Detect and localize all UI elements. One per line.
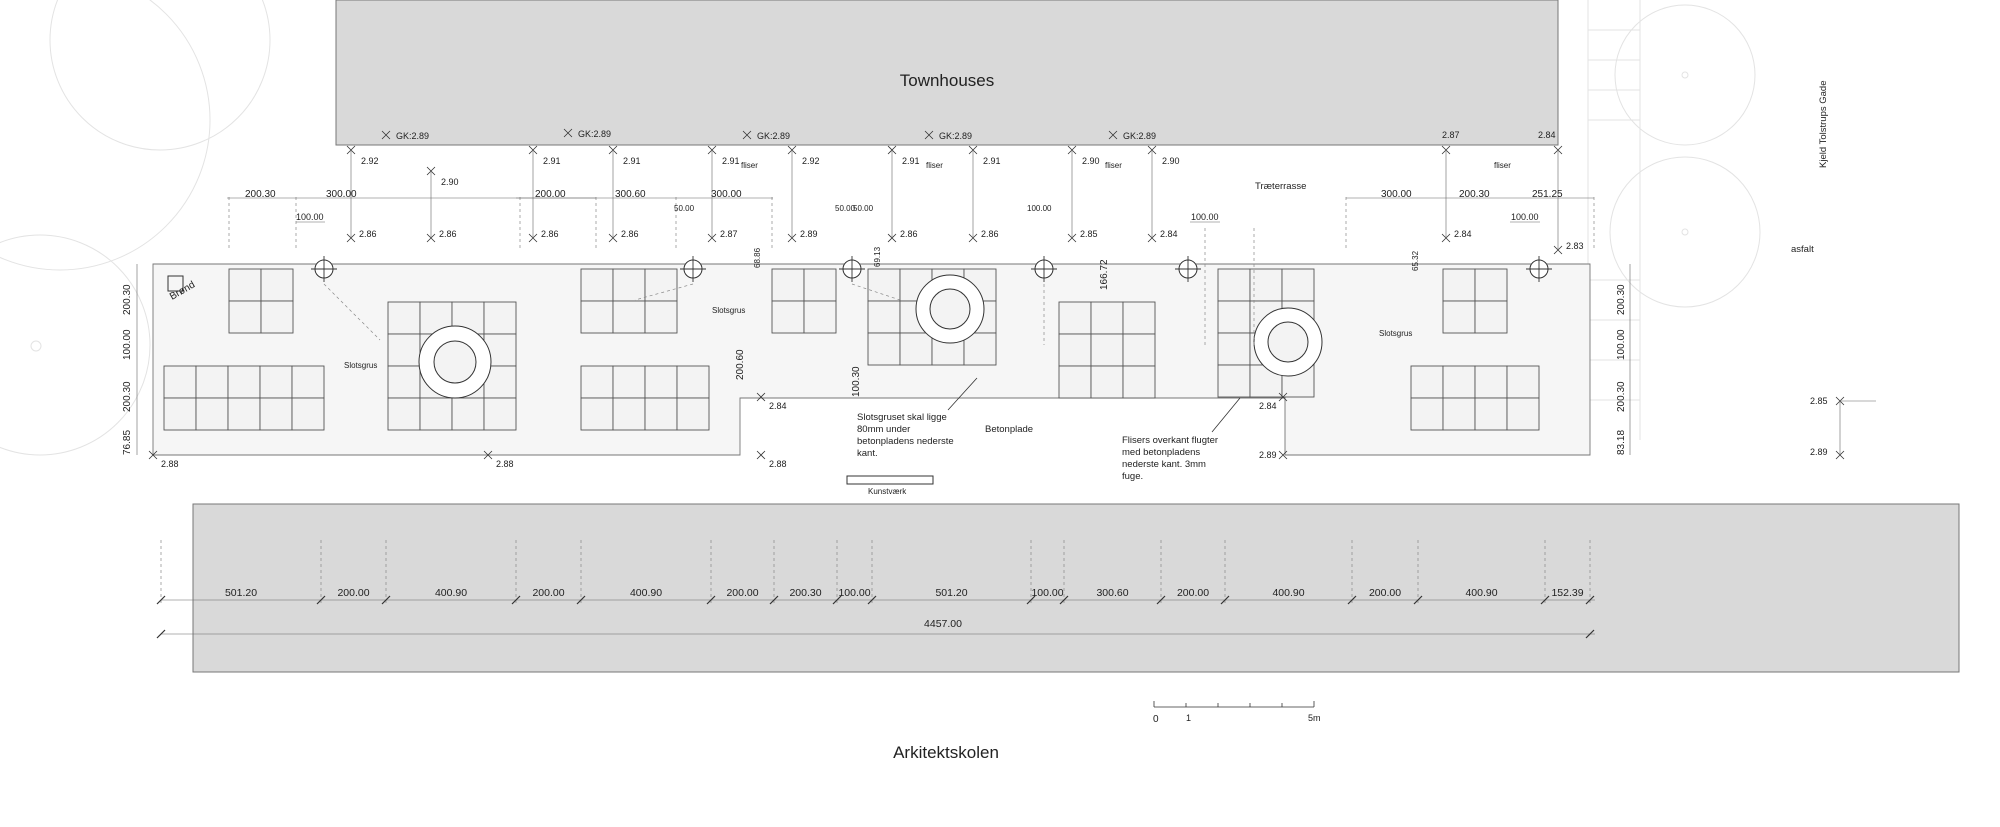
level-value: 2.89 [800, 229, 818, 239]
level-marker [788, 146, 820, 166]
dim-label: 200.00 [1368, 587, 1402, 599]
dim-label: 200.30 [1616, 381, 1627, 412]
level-value: 2.88 [161, 459, 179, 469]
level-value: 2.88 [496, 459, 514, 469]
level-marker [708, 146, 740, 166]
level-marker [1148, 146, 1180, 166]
dim-label: 65.32 [1411, 250, 1420, 271]
level-marker [969, 146, 1001, 166]
fliser-label: fliser [1494, 161, 1511, 170]
paving-tile [164, 398, 196, 430]
dim-label: 200.00 [535, 189, 566, 200]
level-marker [757, 451, 787, 469]
betonplade-label: Betonplade [985, 424, 1034, 435]
level-value: 2.86 [981, 229, 999, 239]
paving-tile [228, 366, 260, 398]
paving-tile [452, 398, 484, 430]
dim-label: 83.18 [1616, 429, 1627, 455]
paving-tile [677, 366, 709, 398]
paving-tile [1250, 269, 1282, 301]
paving-tile [1443, 398, 1475, 430]
dim-label: 69.13 [873, 246, 882, 267]
dim-label: 501.20 [224, 587, 258, 599]
dim-label: 200.60 [735, 349, 746, 380]
brond-label: Brønd [168, 279, 198, 303]
dim-label: 400.90 [434, 587, 468, 599]
level-value: 2.84 [1538, 130, 1556, 140]
gk-level: GK:2.89 [757, 131, 791, 141]
level-value: 2.88 [769, 459, 787, 469]
level-value: 2.91 [902, 156, 920, 166]
level-value: 2.92 [802, 156, 820, 166]
level-marker [888, 229, 918, 242]
note-line: med betonpladens [1122, 447, 1201, 458]
paving-tile [613, 398, 645, 430]
level-marker [1442, 229, 1472, 242]
level-value: 2.91 [543, 156, 561, 166]
scale-label: 5m [1308, 713, 1321, 723]
dim-label: 200.30 [122, 284, 133, 315]
dim-label: 400.90 [1272, 587, 1305, 599]
dim-label: 501.20 [935, 587, 968, 599]
dim-label: 200.30 [1459, 189, 1490, 200]
dim-label: 100.00 [1031, 587, 1064, 599]
planter-ring-inner [930, 289, 970, 329]
level-value: 2.84 [1454, 229, 1472, 239]
dim-label: 300.00 [711, 189, 742, 200]
paving-tile [292, 398, 324, 430]
top-dimensions [227, 189, 1594, 222]
traeterrasse-label: Træterrasse [1255, 181, 1307, 192]
level-value: 2.84 [769, 401, 787, 411]
fliser-label: fliser [741, 161, 758, 170]
paving-tile [1443, 301, 1475, 333]
paving-tile [1443, 269, 1475, 301]
paving-tile [261, 301, 293, 333]
paving-tile [645, 301, 677, 333]
level-marker [1259, 450, 1287, 460]
gk-level: GK:2.89 [578, 129, 612, 139]
paving-tile [420, 398, 452, 430]
dim-label: 200.30 [1616, 284, 1627, 315]
dim-label: 300.60 [1096, 587, 1129, 599]
paving-tile [1282, 269, 1314, 301]
paving-tile [1218, 365, 1250, 397]
level-value: 2.86 [900, 229, 918, 239]
paving-tile [613, 366, 645, 398]
paving-tile [772, 269, 804, 301]
paving-tile [260, 398, 292, 430]
note-line: 80mm under [857, 424, 911, 435]
paving-tile [1218, 333, 1250, 365]
dim-label: 50.00 [853, 204, 874, 213]
level-marker [969, 229, 999, 242]
paving-tile [613, 269, 645, 301]
paving-tile [772, 301, 804, 333]
dim-label: 200.00 [532, 587, 565, 599]
paving-tile [1059, 302, 1091, 334]
dim-label: 200.00 [726, 587, 759, 599]
paving-tile [484, 398, 516, 430]
paving-tile [868, 301, 900, 333]
level-value: 2.89 [1810, 447, 1828, 457]
gk-level: GK:2.89 [939, 131, 973, 141]
level-value: 2.86 [621, 229, 639, 239]
paving-tile [868, 269, 900, 301]
note-line: betonpladens nederste [857, 436, 954, 447]
dim-label: 300.00 [326, 189, 357, 200]
paving-tile [1411, 398, 1443, 430]
paving-tile [1123, 334, 1155, 366]
paving-tile [388, 366, 420, 398]
paving-tile [804, 269, 836, 301]
level-marker [529, 146, 561, 166]
dim-label: 200.00 [1176, 587, 1210, 599]
dim-label: 200.30 [789, 587, 822, 599]
gk-level: GK:2.89 [1123, 131, 1157, 141]
dim-label: 100.00 [122, 329, 133, 360]
dim-label: 100.00 [1616, 329, 1627, 360]
paving-tile [1507, 366, 1539, 398]
level-marker [1810, 396, 1844, 406]
level-value: 2.85 [1810, 396, 1828, 406]
level-marker [609, 229, 639, 242]
slotsgrus-label: Slotsgrus [1379, 329, 1413, 338]
dim-label: 300.00 [1381, 189, 1412, 200]
arkitektskolen-label: Arkitektskolen [893, 743, 999, 762]
paving-tile [1475, 301, 1507, 333]
paving-tile [196, 398, 228, 430]
paving-tile [292, 366, 324, 398]
level-value: 2.91 [722, 156, 740, 166]
slotsgrus-label: Slotsgrus [712, 306, 746, 315]
paving-tile [228, 398, 260, 430]
level-marker [529, 229, 559, 242]
level-value: 2.83 [1566, 241, 1584, 251]
level-marker [1148, 229, 1178, 242]
slotsgrus-label: Slotsgrus [344, 361, 378, 370]
level-marker [609, 146, 641, 166]
paving-tile [645, 398, 677, 430]
scale-label: 0 [1153, 714, 1159, 725]
paving-tile [613, 301, 645, 333]
paving-tile [1218, 269, 1250, 301]
paving-tile [804, 301, 836, 333]
paving-tile [868, 333, 900, 365]
paving-tile [581, 269, 613, 301]
level-value: 2.89 [1259, 450, 1277, 460]
level-value: 2.86 [359, 229, 377, 239]
paving-tile [388, 302, 420, 334]
dim-label: 100.00 [296, 212, 324, 222]
dim-label: 100.00 [1191, 212, 1219, 222]
dim-label: 166.72 [1099, 259, 1110, 290]
paving-tile [1059, 366, 1091, 398]
paving-tile [229, 301, 261, 333]
note-line: kant. [857, 448, 878, 459]
paving-tile [1091, 334, 1123, 366]
level-marker [1068, 229, 1098, 242]
level-value: 2.91 [983, 156, 1001, 166]
level-value: 2.91 [623, 156, 641, 166]
dim-total: 4457.00 [924, 618, 962, 630]
dim-label: 100.30 [851, 366, 862, 397]
level-marker [427, 229, 457, 242]
dim-label: 76.85 [122, 429, 133, 455]
level-value: 2.87 [720, 229, 738, 239]
paving-tile [1218, 301, 1250, 333]
level-value: 2.87 [1442, 130, 1460, 140]
paving-tile [1091, 366, 1123, 398]
level-marker [1068, 146, 1100, 166]
paving-tile [581, 398, 613, 430]
paving-tile [1475, 366, 1507, 398]
level-marker [888, 146, 920, 166]
level-value: 2.90 [441, 177, 459, 187]
paving-tile [677, 398, 709, 430]
dim-label: 152.39 [1551, 587, 1584, 599]
level-value: 2.86 [439, 229, 457, 239]
fliser-label: fliser [926, 161, 943, 170]
dim-label: 50.00 [835, 204, 856, 213]
dim-label: 68.86 [753, 247, 762, 268]
paving-tile [1059, 334, 1091, 366]
level-value: 2.90 [1162, 156, 1180, 166]
dim-label: 200.30 [122, 381, 133, 412]
paving-tile [484, 302, 516, 334]
paving-tile [1091, 302, 1123, 334]
dim-label: 251.25 [1532, 189, 1563, 200]
paving-tile [196, 366, 228, 398]
dim-label: 50.00 [674, 204, 695, 213]
paving-tile [1475, 269, 1507, 301]
paving-tile [1507, 398, 1539, 430]
dim-label: 100.00 [1027, 204, 1052, 213]
street-label: Kjeld Tolstrups Gade [1818, 80, 1829, 168]
scale-label: 1 [1186, 713, 1192, 723]
gk-level: GK:2.89 [396, 131, 430, 141]
townhouses-label: Townhouses [899, 71, 995, 90]
dim-label: 300.60 [615, 189, 646, 200]
paving-tile [229, 269, 261, 301]
level-marker [427, 167, 459, 187]
level-value: 2.85 [1080, 229, 1098, 239]
dim-label: 200.00 [337, 587, 370, 599]
level-value: 2.90 [1082, 156, 1100, 166]
note-line: nederste kant. 3mm [1122, 459, 1206, 470]
level-value: 2.86 [541, 229, 559, 239]
scale-bar [1153, 701, 1321, 725]
planter-ring-inner [1268, 322, 1308, 362]
paving-tile [1411, 366, 1443, 398]
planter-ring-inner [434, 341, 476, 383]
note-line: Flisers overkant flugter [1122, 435, 1219, 446]
paving-tile [581, 301, 613, 333]
fliser-note [1122, 398, 1240, 482]
dim-label: 100.00 [838, 587, 871, 599]
level-value: 2.84 [1160, 229, 1178, 239]
dim-label: 400.90 [629, 587, 663, 599]
note-line: Slotsgruset skal ligge [857, 412, 947, 423]
level-marker [347, 229, 377, 242]
dim-label: 100.00 [1511, 212, 1539, 222]
level-value: 2.84 [1259, 401, 1277, 411]
paving-tile [164, 366, 196, 398]
paving-tile [1475, 398, 1507, 430]
level-marker [1810, 447, 1844, 459]
kunstvaerk-label: Kunstværk [868, 487, 907, 496]
level-value: 2.92 [361, 156, 379, 166]
paving-tile [260, 366, 292, 398]
dim-label: 200.30 [245, 189, 276, 200]
paving-tile [388, 398, 420, 430]
note-line: fuge. [1122, 471, 1144, 482]
paving-tile [1443, 366, 1475, 398]
dim-label: 400.90 [1465, 587, 1498, 599]
paving-tile [261, 269, 293, 301]
level-marker [347, 146, 379, 166]
fliser-label: fliser [1105, 161, 1122, 170]
level-marker [788, 229, 818, 242]
paving-tile [581, 366, 613, 398]
paving-tile [1123, 302, 1155, 334]
asfalt-label: asfalt [1791, 244, 1814, 255]
level-marker [1554, 241, 1584, 254]
paving-tile [388, 334, 420, 366]
kunstvaerk-object [847, 476, 933, 484]
paving-tile [900, 333, 932, 365]
paving-tile [1123, 366, 1155, 398]
level-marker [708, 229, 738, 242]
paving-tile [645, 366, 677, 398]
